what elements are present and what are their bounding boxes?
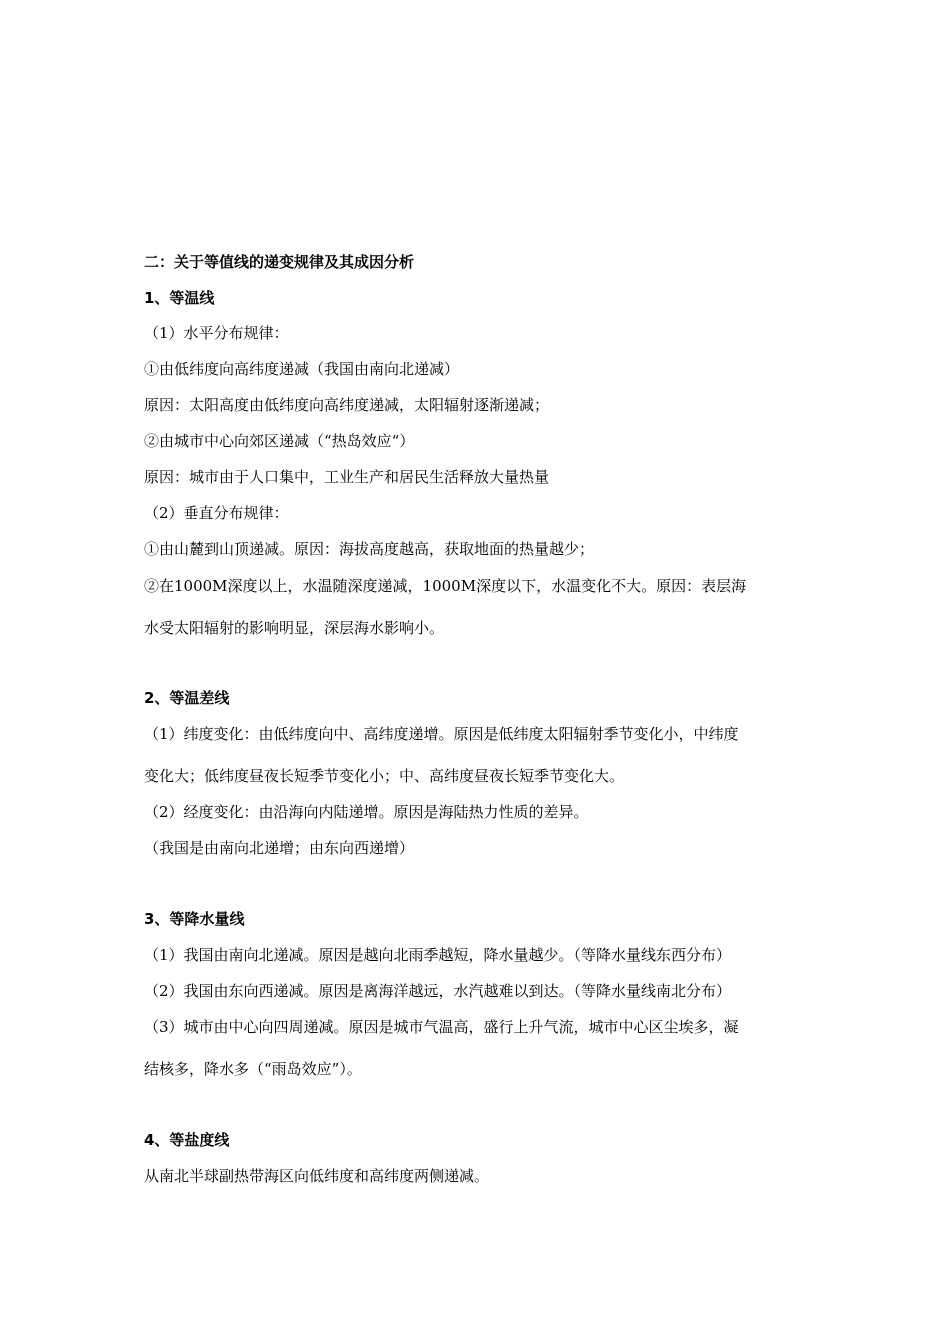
paragraph-line: ②由城市中心向郊区递减（“热岛效应“） <box>144 432 415 450</box>
paragraph-line: 水受太阳辐射的影响明显，深层海水影响小。 <box>144 619 445 637</box>
paragraph-line: （3）城市由中心向四周递减。原因是城市气温高，盛行上升气流，城市中心区尘埃多，凝 <box>144 1018 739 1036</box>
section-heading-temperature-range: 2、等温差线 <box>144 689 230 707</box>
paragraph-line: （1）我国由南向北递减。原因是越向北雨季越短，降水量越少。（等降水量线东西分布） <box>144 946 732 964</box>
paragraph-line: （我国是由南向北递增；由东向西递增） <box>144 839 415 857</box>
paragraph-line: （1）水平分布规律： <box>144 324 289 342</box>
section-heading-precipitation: 3、等降水量线 <box>144 910 245 928</box>
section-heading-isotherm: 1、等温线 <box>144 289 215 307</box>
section-heading-salinity: 4、等盐度线 <box>144 1131 230 1149</box>
paragraph-line: 原因：城市由于人口集中，工业生产和居民生活释放大量热量 <box>144 468 550 486</box>
paragraph-line: （1）纬度变化：由低纬度向中、高纬度递增。原因是低纬度太阳辐射季节变化小，中纬度 <box>144 725 739 743</box>
paragraph-line: ①由低纬度向高纬度递减（我国由南向北递减） <box>144 360 460 378</box>
paragraph-line: 变化大；低纬度昼夜长短季节变化小；中、高纬度昼夜长短季节变化大。 <box>144 767 625 785</box>
paragraph-line: 结核多，降水多（“雨岛效应”）。 <box>144 1060 362 1078</box>
paragraph-line: （2）垂直分布规律： <box>144 504 289 522</box>
paragraph-line: 从南北半球副热带海区向低纬度和高纬度两侧递减。 <box>144 1167 490 1185</box>
paragraph-line: ①由山麓到山顶递减。原因：海拔高度越高，获取地面的热量越少； <box>144 540 595 558</box>
paragraph-line: ②在1000M深度以上，水温随深度递减，1000M深度以下，水温变化不大。原因：表层海 <box>144 577 747 595</box>
paragraph-line: （2）经度变化：由沿海向内陆递增。原因是海陆热力性质的差异。 <box>144 803 589 821</box>
paragraph-line: （2）我国由东向西递减。原因是离海洋越远，水汽越难以到达。（等降水量线南北分布） <box>144 982 732 1000</box>
document-title: 二：关于等值线的递变规律及其成因分析 <box>144 253 415 271</box>
paragraph-line: 原因：太阳高度由低纬度向高纬度递减，太阳辐射逐渐递减； <box>144 396 550 414</box>
